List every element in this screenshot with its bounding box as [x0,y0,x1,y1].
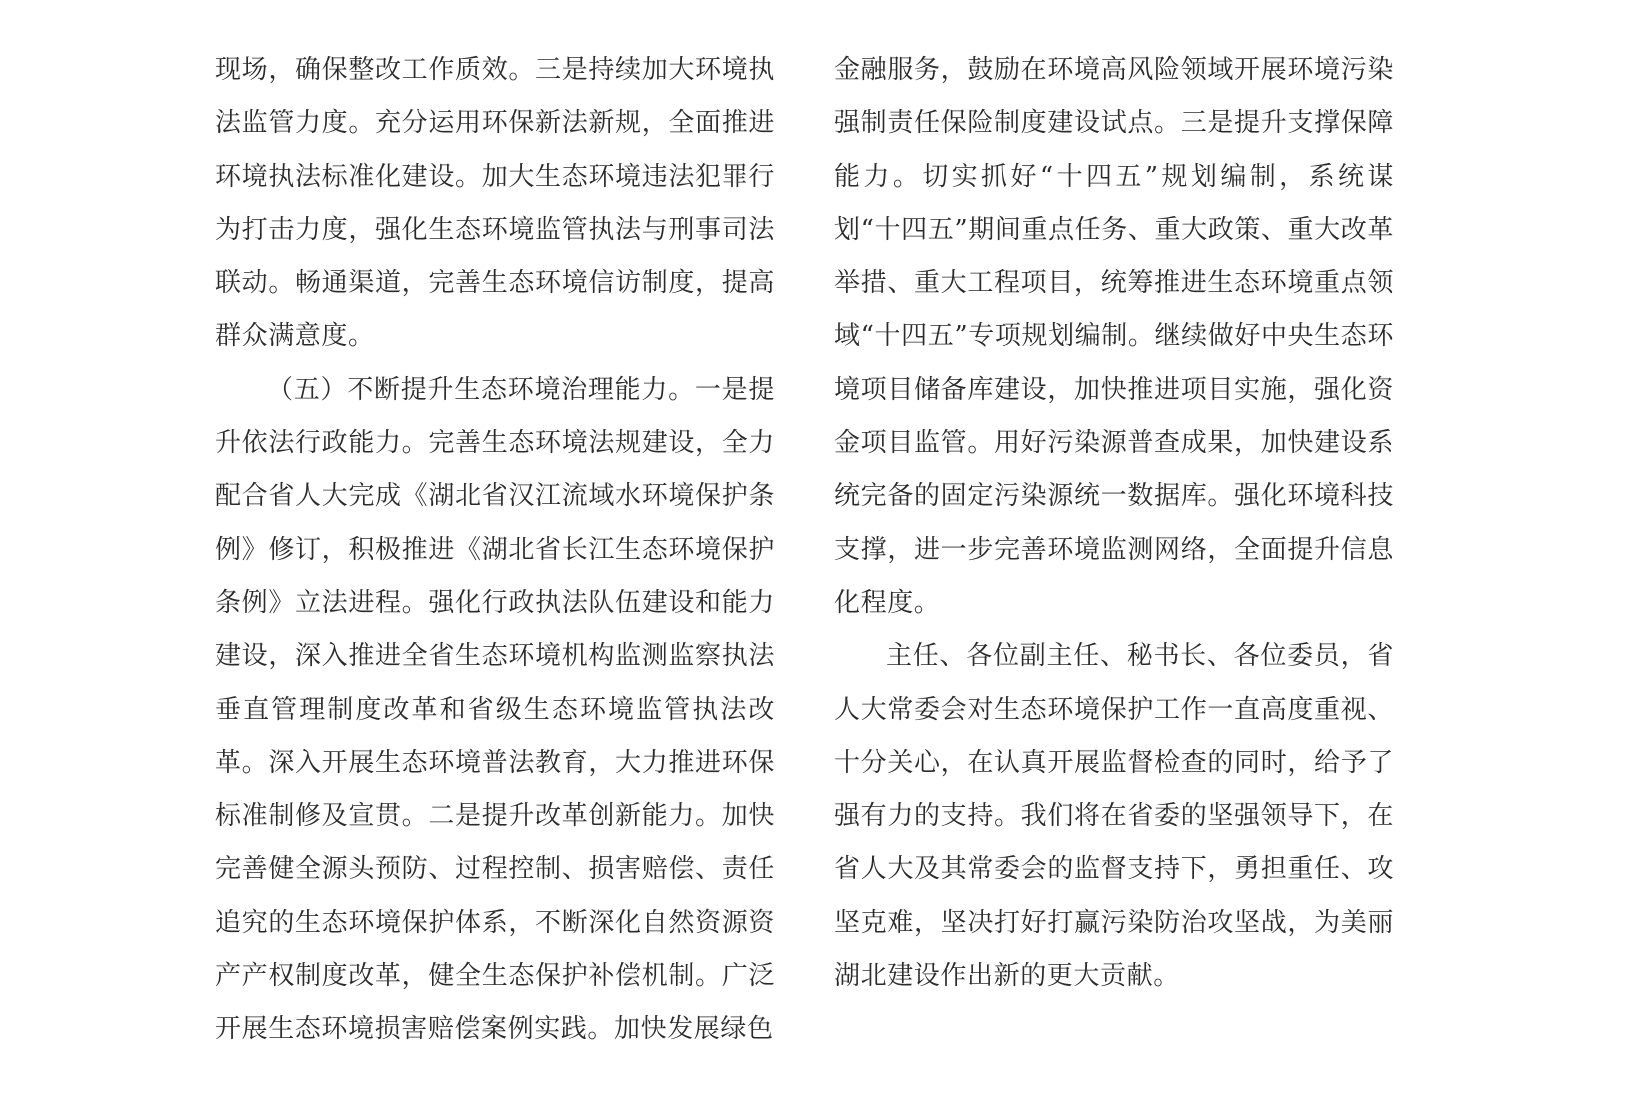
right-paragraph-1: 金融服务，鼓励在环境高风险领域开展环境污染强制责任保险制度建设试点。三是提升支撑保障能力。切实抓好“十四五”规划编制，系统谋划“十四五”期间重点任务、重大政策、重大改革举措、重大工程项目，统筹推进生态环境重点领域“十四五”专项规划编制。继续做好中央生态环境项目储备库建设，加快推进项目实施，强化资金项目监管。用好污染源普查成果，加快建设系统完备的固定污染源统一数据库。强化环境科技支撑，进一步完善环境监测网络，全面提升信息化程度。 [834,55,1394,618]
right-paragraph-2: 主任、各位副主任、秘书长、各位委员，省人大常委会对生态环境保护工作一直高度重视、十分关心，在认真开展监督检查的同时，给予了强有力的支持。我们将在省委的坚强领导下，在省人大及其常委会的监督支持下，勇担重任、攻坚克难，坚决打好打赢污染防治攻坚战，为美丽湖北建设作出新的更大贡献。 [834,641,1394,992]
left-paragraph-2: （五）不断提升生态环境治理能力。一是提升依法行政能力。完善生态环境法规建设，全力配合省人大完成《湖北省汉江流域水环境保护条例》修订，积极推进《湖北省长江生态环境保护条例》立法进程。强化行政执法队伍建设和能力建设，深入推进全省生态环境机构监测监察执法垂直管理制度改革和省级生态环境监管执法改革。深入开展生态环境普法教育，大力推进环保标准制修及宣贯。二是提升改革创新能力。加快完善健全源头预防、过程控制、损害赔偿、责任追究的生态环境保护体系，不断深化自然资源资产产权制度改革，健全生态保护补偿机制。广泛开展生态环境损害赔偿案例实践。加快发展绿色 [215,374,775,1045]
right-column [834,44,1394,1003]
left-paragraph-1: 现场，确保整改工作质效。三是持续加大环境执法监管力度。充分运用环保新法新规，全面推进环境执法标准化建设。加大生态环境违法犯罪行为打击力度，强化生态环境监管执法与刑事司法联动。畅通渠道，完善生态环境信访制度，提高群众满意度。 [215,55,775,352]
left-column [215,44,775,1057]
